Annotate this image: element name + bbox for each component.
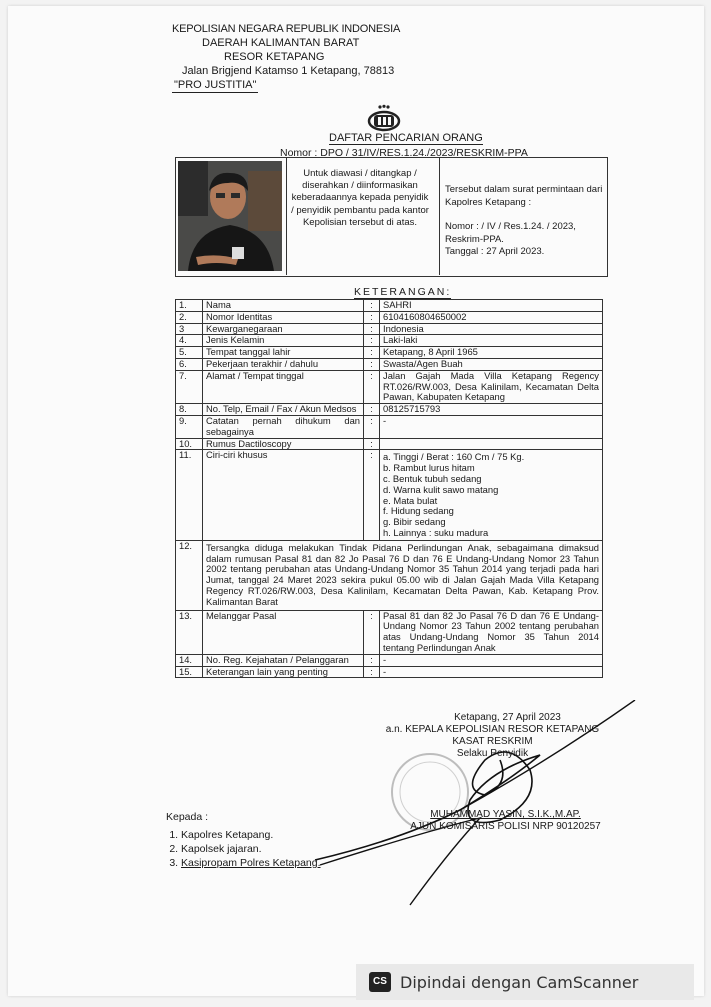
row-value: Indonesia xyxy=(380,323,603,335)
row-label: Kewarganegaraan xyxy=(203,323,364,335)
row-value: Laki-laki xyxy=(380,335,603,347)
document-number: Nomor : DPO / 31/IV/RES.1.24./2023/RESKRIM-PPA xyxy=(280,147,528,159)
recipients-label: Kepada : xyxy=(166,811,209,823)
signatory xyxy=(408,809,603,833)
table-row xyxy=(176,438,603,450)
row-number: 15. xyxy=(176,666,203,678)
row-value: 6104160804650002 xyxy=(380,311,603,323)
row-number: 11. xyxy=(176,450,203,540)
row-value: - xyxy=(380,666,603,678)
camscanner-logo-icon: CS xyxy=(369,972,391,992)
table-row xyxy=(176,370,603,403)
row-number: 8. xyxy=(176,404,203,416)
row-colon: : xyxy=(364,438,380,450)
header-line-4: Jalan Brigjend Katamso 1 Ketapang, 78813 xyxy=(182,65,395,77)
row-number: 7. xyxy=(176,370,203,403)
row-label: Nomor Identitas xyxy=(203,311,364,323)
row-colon: : xyxy=(364,323,380,335)
case-description: Tersangka diduga melakukan Tindak Pidana Perlindungan Anak, sebagaimana dimaksud dalam rumusan Pasal 81 dan 82 Jo Pasal 76 D dan 76 E Undang-Undang Nomor 23 Tahun 2002 tentang perubahan atas Undang-Undang Nomor 35 Tahun 2014 yang terjadi pada hari Jumat, tanggal 24 Maret 2023 sekira pukul 05.00 wib di Jalan Gajah Mada Villa Ketapang Regency RT.026/RW.003, Desa Kalinilam, Kecamatan Delta Pawan, Kab. Ketapang Prov. Kalimantan Barat xyxy=(203,540,603,610)
header-line-2: DAERAH KALIMANTAN BARAT xyxy=(202,37,360,49)
row-number: 13. xyxy=(176,610,203,654)
row-label: Ciri-ciri khusus xyxy=(203,450,364,540)
row-label: Jenis Kelamin xyxy=(203,335,364,347)
details-table xyxy=(175,299,603,678)
row-label: No. Reg. Kejahatan / Pelanggaran xyxy=(203,654,364,666)
row-label: Nama xyxy=(203,300,364,312)
special-features xyxy=(380,450,603,540)
feature-item: g. Bibir sedang xyxy=(383,516,446,528)
table-row xyxy=(176,335,603,347)
table-row xyxy=(176,540,603,610)
feature-item: b. Rambut lurus hitam xyxy=(383,462,475,474)
table-row xyxy=(176,415,603,438)
feature-item: f. Hidung sedang xyxy=(383,505,454,517)
row-colon: : xyxy=(364,311,380,323)
row-colon: : xyxy=(364,358,380,370)
row-value xyxy=(380,438,603,450)
row-colon: : xyxy=(364,300,380,312)
feature-item: a. Tinggi / Berat : 160 Cm / 75 Kg. xyxy=(383,451,525,463)
request-number: Nomor : / IV / Res.1.24. / 2023, Reskrim-PPA. xyxy=(445,221,576,245)
row-label: Rumus Dactiloscopy xyxy=(203,438,364,450)
feature-item: h. Lainnya : suku madura xyxy=(383,526,489,538)
table-row xyxy=(176,300,603,312)
table-row xyxy=(176,666,603,678)
row-number: 2. xyxy=(176,311,203,323)
request-date: Tanggal : 27 April 2023. xyxy=(445,246,545,257)
row-label: Melanggar Pasal xyxy=(203,610,364,654)
row-number: 12. xyxy=(176,540,203,610)
row-colon: : xyxy=(364,404,380,416)
row-label: No. Telp, Email / Fax / Akun Medsos xyxy=(203,404,364,416)
row-colon: : xyxy=(364,610,380,654)
request-reference xyxy=(445,184,605,259)
signature-on-behalf: a.n. KEPALA KEPOLISIAN RESOR KETAPANG xyxy=(385,724,600,735)
signatory-name: MUHAMMAD YASIN, S.I.K.,M.AP. xyxy=(430,809,581,820)
table-row xyxy=(176,610,603,654)
header-line-1: KEPOLISIAN NEGARA REPUBLIK INDONESIA xyxy=(172,23,401,35)
table-row xyxy=(176,323,603,335)
row-label: Pekerjaan terakhir / dahulu xyxy=(203,358,364,370)
signature-stamp-icon xyxy=(310,700,640,915)
row-colon: : xyxy=(364,450,380,540)
row-number: 10. xyxy=(176,438,203,450)
row-value: Ketapang, 8 April 1965 xyxy=(380,347,603,359)
row-number: 1. xyxy=(176,300,203,312)
row-number: 4. xyxy=(176,335,203,347)
instruction-text: Untuk diawasi / ditangkap / diserahkan / diinformasikan keberadaannya kepada penyidik / penyidik pembantu pada kantor Kepolisian tersebut di atas. xyxy=(291,168,429,228)
row-colon: : xyxy=(364,370,380,403)
table-row xyxy=(176,654,603,666)
recipient-item: 3. Kasipropam Polres Ketapang. xyxy=(181,856,321,870)
request-from: Tersebut dalam surat permintaan dari Kapolres Ketapang : xyxy=(445,184,603,208)
row-value: 08125715793 xyxy=(380,404,603,416)
person-photo-icon xyxy=(178,161,282,271)
signature-position: KASAT RESKRIM xyxy=(452,736,533,747)
header-pro-justitia: "PRO JUSTITIA" xyxy=(174,79,257,91)
table-row xyxy=(176,358,603,370)
row-colon: : xyxy=(364,415,380,438)
recipient-item: 2. Kapolsek jajaran. xyxy=(181,842,321,856)
row-value: - xyxy=(380,415,603,438)
row-value: Jalan Gajah Mada Villa Ketapang Regency RT.026/RW.003, Desa Kalinilam, Kecamatan Delta Pawan, Kabupaten Ketapang xyxy=(380,370,603,403)
row-label: Keterangan lain yang penting xyxy=(203,666,364,678)
feature-item: d. Warna kulit sawo matang xyxy=(383,483,499,495)
row-value: SAHRI xyxy=(380,300,603,312)
row-value: Swasta/Agen Buah xyxy=(380,358,603,370)
row-number: 3 xyxy=(176,323,203,335)
police-emblem-icon xyxy=(366,104,402,134)
camscanner-text: Dipindai dengan CamScanner xyxy=(400,973,639,992)
table-row xyxy=(176,347,603,359)
row-colon: : xyxy=(364,347,380,359)
row-label: Catatan pernah dihukum dan sebagainya xyxy=(203,415,364,438)
row-colon: : xyxy=(364,335,380,347)
feature-item: e. Mata bulat xyxy=(383,494,438,506)
letterhead xyxy=(172,22,400,93)
row-colon: : xyxy=(364,654,380,666)
row-value: Pasal 81 dan 82 Jo Pasal 76 D dan 76 E Undang-Undang Nomor 23 Tahun 2002 tentang perubahan atas Undang-Undang Nomor 35 Tahun 2014 tentang Perlindungan Anak xyxy=(380,610,603,654)
recipient-item: 1. Kapolres Ketapang. xyxy=(181,828,321,842)
keterangan-heading: KETERANGAN: xyxy=(354,286,452,298)
row-number: 9. xyxy=(176,415,203,438)
row-number: 6. xyxy=(176,358,203,370)
table-row xyxy=(176,311,603,323)
row-value: - xyxy=(380,654,603,666)
header-line-3: RESOR KETAPANG xyxy=(224,51,325,63)
signatory-rank: AJUN KOMISARIS POLISI NRP 90120257 xyxy=(410,821,601,832)
document-title: DAFTAR PENCARIAN ORANG xyxy=(329,132,483,144)
recipients xyxy=(166,810,321,870)
row-number: 5. xyxy=(176,347,203,359)
signature-role: Selaku Penyidik xyxy=(456,748,529,759)
table-row xyxy=(176,404,603,416)
row-label: Alamat / Tempat tinggal xyxy=(203,370,364,403)
table-row xyxy=(176,450,603,540)
row-label: Tempat tanggal lahir xyxy=(203,347,364,359)
row-colon: : xyxy=(364,666,380,678)
row-number: 14. xyxy=(176,654,203,666)
signature-place-date: Ketapang, 27 April 2023 xyxy=(454,712,561,723)
feature-item: c. Bentuk tubuh sedang xyxy=(383,472,482,484)
suspect-photo xyxy=(178,161,282,271)
